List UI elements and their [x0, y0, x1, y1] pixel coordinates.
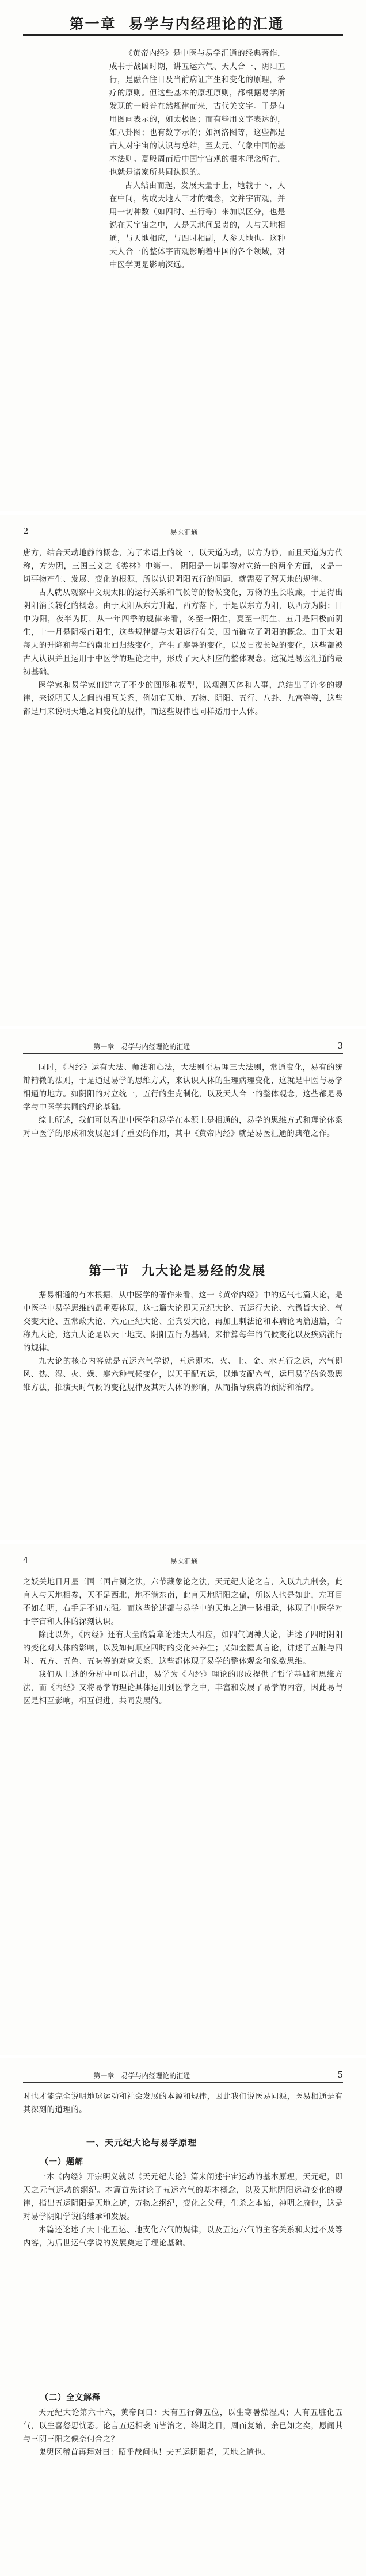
- paragraph: 除此以外，《内经》还有大量的篇章论述天人相应，如四气调神大论，讲述了四时阴阳的变化对人体的影响，以及如何顺应四时的变化来养生；又如金匮真言论，讲述了五脏与四时、五方、五色、五味等的对应关系，这些都体现了易学的整体观念和象数思维。: [23, 1631, 343, 1666]
- paragraph: 综上所述，我们可以看出中医学和易学在本源上是相通的，易学的思维方式和理论体系对中医学的形成和发展起到了重要的作用，其中《黄帝内经》就是易医汇通的典范之作。: [23, 1116, 343, 1138]
- page-2-body: [23, 547, 343, 719]
- paragraph: 九大论的核心内容就是五运六气学说，五运即木、火、土、金、水五行之运，六气即风、热、湿、火、燥、寒六种气候变化，以天干配五运，以地支配六气，运用易学的象数思维方法，推演天时气候的变化规律及其对人体的影响，从而指导疾病的预防和治疗。: [23, 1357, 343, 1392]
- page-number: 4: [23, 1555, 29, 1565]
- page-3: [0, 1029, 366, 1544]
- paragraph: 我们从上述的分析中可以看出，易学为《内经》理论的形成提供了哲学基础和思维方法，而《内经》又将易学的理论具体运用到医学之中，丰富和发展了易学的内容，因此易与医是相互影响，相互促进，共同发展的。: [23, 1671, 343, 1706]
- page-2: [0, 515, 366, 1029]
- paragraph: 唐方，结合天动地静的概念，为了术语上的统一，以天道为动，以方为静，而且天道为方代称，方为阴，三国三义之《类林》中第一。 阴阳是一切事物对立统一的两个方面，又是一切事物产生、发展、变化的根源，所以认识阴阳五行的问题，就需要了解天地的规律。: [23, 549, 343, 584]
- page-3-intro: [23, 1061, 343, 1141]
- running-header: [23, 2068, 343, 2083]
- running-title: 易医汇通: [170, 528, 198, 536]
- paragraph: 本篇还论述了天干化五运、地支化六气的规律，以及五运六气的主客关系和太过不及等内容，为后世运气学说的发展奠定了理论基础。: [23, 2226, 343, 2248]
- page-number: 3: [337, 1041, 343, 1051]
- page-5-sub1-body: [23, 2171, 343, 2250]
- page-number: 5: [337, 2070, 343, 2080]
- page-4-body: [23, 1576, 343, 1708]
- section-title: 九大论是易经的发展: [142, 1264, 266, 1279]
- paragraph: 天元纪大论第六十六，黄帝问曰：天有五行御五位，以生寒暑燥湿风；人有五脏化五气，以生喜怒思忧恐。论言五运相袭而皆治之，终期之日，周而复始，余已知之矣，愿闻其与三阴三阳之候奈何合之？: [23, 2409, 343, 2444]
- chapter-heading: [23, 13, 343, 36]
- paragraph: 时也才能完全说明地球运动和社会发展的本源和规律，因此我们说医易同源，医易相通是有其深刻的道理的。: [23, 2093, 343, 2114]
- page-4: [0, 1544, 366, 2058]
- paragraph: 之妖关地日月星三国三国占测之法，六节藏象论之法，天元纪大论之言，入以九九制会，此言人与天地相参，天不足西北，地不满东南，此言天地阴阳之偏，所以人也是如此，左耳目不如右明，右手足不如左强。而这些论述都与易学中的天地之道一脉相承，体现了中医学对于宇宙和人体的深刻认识。: [23, 1578, 343, 1626]
- running-title: 第一章 易学与内经理论的汇通: [93, 1043, 190, 1051]
- running-title: 第一章 易学与内经理论的汇通: [93, 2072, 190, 2080]
- paragraph: 鬼臾区稽首再拜对曰：昭乎哉问也！夫五运阴阳者，天地之道也。: [38, 2448, 270, 2457]
- running-header: [23, 1039, 343, 1054]
- running-title: 易医汇通: [170, 1557, 198, 1565]
- page-5: [0, 2058, 366, 2576]
- paragraph: 一本《内经》开宗明义就以《天元纪大论》篇来阐述宇宙运动的基本原理，天元纪，即天之元气运动的纲纪。本篇首先讨论了五运六气的基本概念，以及天地阴阳运动变化的规律，指出五运阴阳是天地之道，万物之纲纪，变化之父母，生杀之本始，神明之府也，这是对易学阴阳学说的继承和发展。: [23, 2173, 343, 2221]
- running-header: [23, 1554, 343, 1568]
- subheading-title-explain: （一）题解: [40, 2157, 83, 2167]
- paragraph: 据易相通的有本根据，从中医学的著作来看，这一《黄帝内经》中的运气七篇大论，是中医学中易学思维的最重要体现，这七篇大论即天元纪大论、五运行大论、六微旨大论、气交变大论、五常政大论、六元正纪大论、至真要大论，再加上刺法论和本病论两篇遗篇，合称九大论，这九大论是以天干地支、阴阳五行为基础，来推算每年的气候变化以及疾病流行的规律。: [23, 1291, 343, 1353]
- heading-1: 一、天元纪大论与易学原理: [86, 2137, 197, 2148]
- page-3-section-body: [23, 1289, 343, 1395]
- page-5-intro: [23, 2090, 343, 2117]
- chapter-title: 易学与内经理论的汇通: [128, 16, 284, 32]
- paragraph: 同时，《内经》运有大法、师法和心法，大法则至易理三大法则，常通变化，易有的统辩精微的法则，于是通过易学的思维方式，来认识人体的生理病理变化，这就是中医与易学相通的地方。如阴阳的对立统一，五行的生克制化，以及天人合一的整体观念，这些都是易学与中医学共同的理论基础。: [23, 1064, 343, 1112]
- paragraph: 《黄帝内经》是中医与易学汇通的经典著作，成书于战国时期，讲五运六气、天人合一、阴阳五行，是融合往日及当前病证产生和变化的原理，治疗的原则。但这些基本的原理原则，都根据易学所发现的一般普在然规律而来，古代关文字。于是有用图画表示的，如太极图；而有些用文字表达的，如八卦图；也有数字示的；如河洛图等，这些都是古人对宇宙的认识与总结，至太元、气象中国的基本法则。夏殷周而后中国宇宙观的根本理念所在，也就是诸家所共同认识的。: [109, 49, 285, 177]
- page-1: [0, 0, 366, 515]
- section-heading: [23, 1261, 343, 1279]
- subheading-full-text: （二）全文解释: [40, 2393, 101, 2402]
- paragraph: 古人结由而起，发展天量于上，地载于下，人在中间，构成天地人三才的概念，文并宇宙观，并用一切种数（如四时、五行等）来加以区分，也是说在天宇宙之中，人是天地间最贵的，人与天地相通，与天地相应，与四时相副，人参天地也。这种天人合一的整体宇宙观影响着中国的各个领域，对中医学更是影响深远。: [109, 182, 285, 270]
- paragraph: 医学家和易学家们建立了不少的图形和模型，以观测天体和人事，总结出了许多的规律，来说明天人之间的相互关系，例如有天地、万物、阴阳、五行、八卦、九宫等等，这些都是用来说明天地之间变化的规律，而这些规律也同样适用于人体。: [23, 681, 343, 716]
- page-number: 2: [23, 526, 29, 536]
- page-1-body: [109, 47, 285, 272]
- paragraph: 古人就从观察中文现太阳的运行关系和气候等的物候变化，万物的生长收藏，于是得出阴阳消长转化的概念。由于太阳从东方升起，西方落下，于是以东方为阳，以西方为阴；日中为阳，夜半为阴，从一年四季的规律来看，冬至一阳生，夏至一阴生，五月是阳极而阴生，十一月是阴极而阳生，这些规律都与太阳运行有关，因而确立了阴阳的概念。由于太阳每天的升降和每年的南北回归线变化，产生了寒暑的变化，以及日夜长短的变化，这些都被古人认识并且运用于中医学的理论之中，形成了天人相应的整体观念。这就是易医汇通的最初基础。: [23, 589, 343, 677]
- section-number: 第一节: [88, 1264, 130, 1279]
- chapter-number: 第一章: [69, 16, 116, 32]
- running-header: [23, 525, 343, 539]
- page-5-sub2-body: [23, 2406, 343, 2459]
